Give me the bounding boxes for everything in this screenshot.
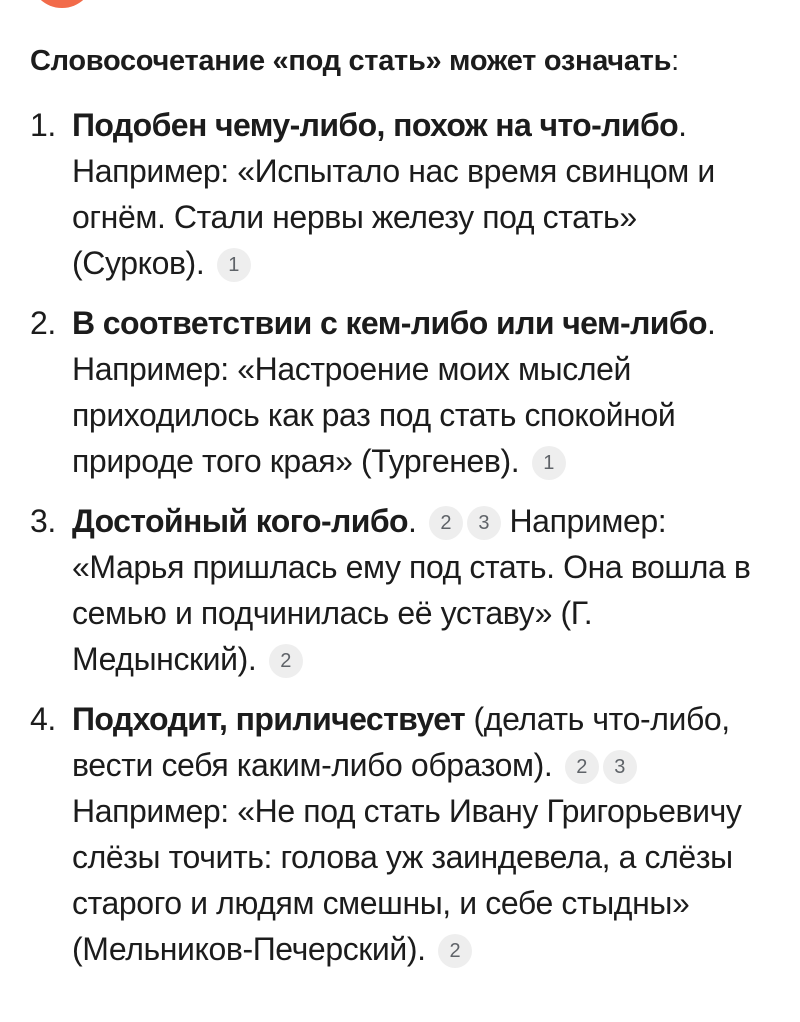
source-badge[interactable]: 2 [429, 506, 463, 540]
list-item [30, 102, 770, 286]
source-badge[interactable]: 2 [438, 934, 472, 968]
source-badge[interactable]: 1 [532, 446, 566, 480]
list-item [30, 696, 770, 972]
meaning-example: Например: «Марья пришлась ему под стать. Она вошла в семью и подчинилась её уставу» (Г. Медынский). [72, 503, 751, 677]
answer-content [30, 36, 770, 986]
meaning-term: Достойный кого-либо [72, 503, 408, 539]
meaning-term: Подобен чему-либо, похож на что-либо [72, 107, 679, 143]
term-punct: . [706, 305, 716, 341]
meaning-example: Например: «Не под стать Ивану Григорьевичу слёзы точить: голова уж заиндевела, а слёзы старого и людям смешны, и себе стыдны» (Мельников-Печерский). [72, 793, 742, 967]
list-item [30, 300, 770, 484]
meaning-term: В соответствии с кем-либо или чем-либо [72, 305, 707, 341]
list-item [30, 498, 770, 682]
source-badge[interactable]: 3 [467, 506, 501, 540]
list-number: 4. [30, 701, 56, 737]
list-number: 1. [30, 107, 56, 143]
term-punct: . [678, 107, 687, 143]
meaning-term: Подходит, приличествует [72, 701, 466, 737]
meaning-example: Например: «Испытало нас время свинцом и огнём. Стали нервы железу под стать» (Сурков). [72, 153, 715, 281]
list-number: 2. [30, 305, 56, 341]
meaning-example: Например: «Настроение моих мыслей приходилось как раз под стать спокойной природе того края» (Тургенев). [72, 351, 676, 479]
avatar [30, 0, 94, 8]
list-number: 3. [30, 503, 56, 539]
term-note: (делать что-либо, вести себя каким-либо образом). [72, 701, 730, 783]
meanings-list [30, 102, 770, 972]
term-punct: . [407, 503, 417, 539]
source-badge[interactable]: 3 [603, 750, 637, 784]
intro-bold: Словосочетание «под стать» может означать [30, 45, 672, 77]
source-badge[interactable]: 2 [269, 644, 303, 678]
intro-tail: : [671, 45, 679, 77]
source-badge[interactable]: 2 [565, 750, 599, 784]
source-badge[interactable]: 1 [217, 248, 251, 282]
answer-intro [30, 36, 770, 86]
